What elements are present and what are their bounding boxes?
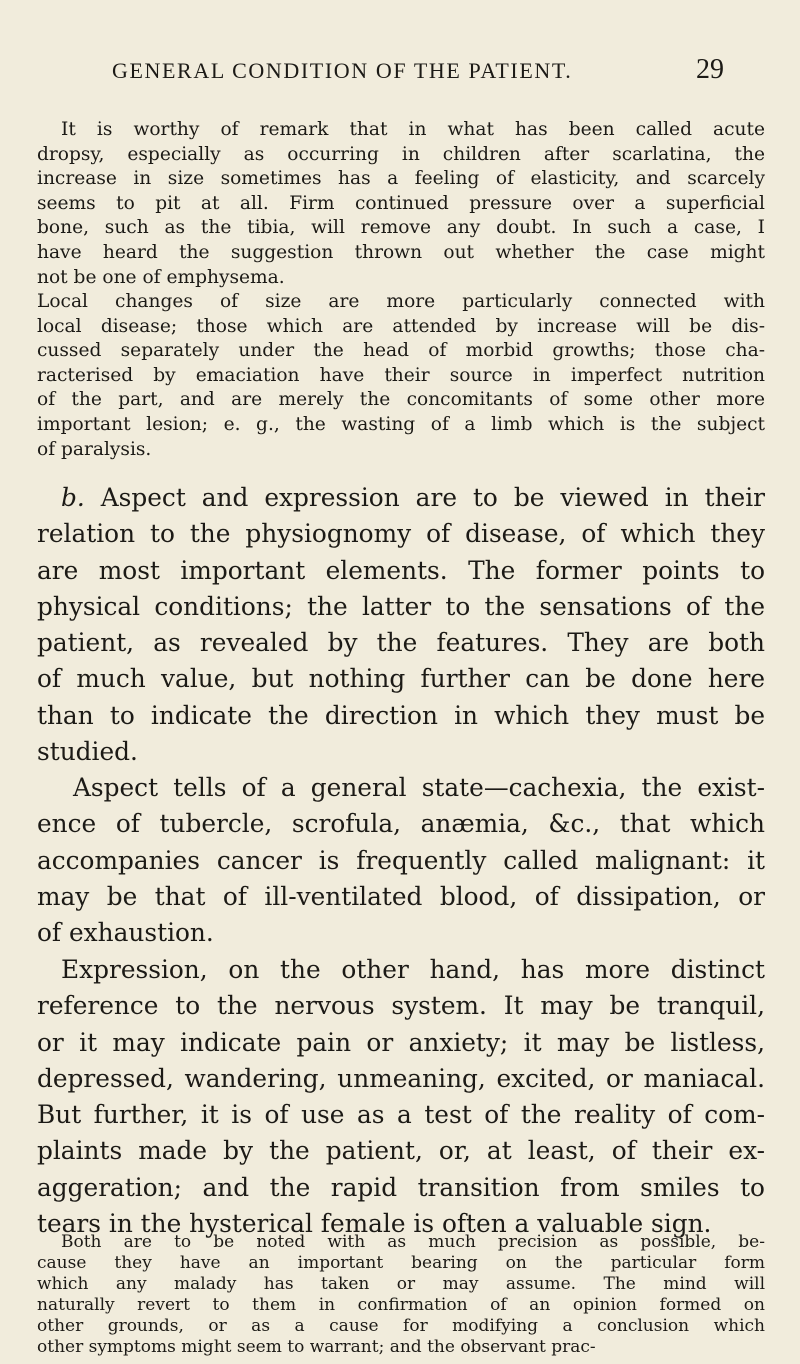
text-line: Local changes of size are more particularly connected with bbox=[37, 291, 765, 312]
text-line: not be one of emphysema. bbox=[37, 266, 285, 288]
text-line: of exhaustion. bbox=[37, 918, 214, 948]
text-line: local disease; those which are attended by increase will be dis- bbox=[37, 315, 765, 337]
text-line-body: Aspect and expression are to be viewed in their bbox=[100, 483, 765, 512]
text-line: ence of tubercle, scrofula, anæmia, &c., that which bbox=[37, 809, 765, 839]
text-line: physical conditions; the latter to the sensations of the bbox=[37, 591, 765, 621]
text-line: than to indicate the direction in which they must be bbox=[37, 700, 765, 730]
text-line: aggeration; and the rapid transition from smiles to bbox=[37, 1172, 765, 1202]
page-number: 29 bbox=[696, 54, 724, 85]
text-line: may be that of ill-ventilated blood, of dissipation, or bbox=[37, 881, 765, 911]
text-line: seems to pit at all. Firm continued pressure over a superficial bbox=[37, 192, 765, 214]
paragraph-expression bbox=[37, 952, 765, 1242]
text-line: patient, as revealed by the features. They are both bbox=[37, 628, 765, 658]
text-line: of paralysis. bbox=[37, 438, 152, 460]
text-line: or it may indicate pain or anxiety; it may be listless, bbox=[37, 1027, 765, 1057]
text-line: tears in the hysterical female is often a valuable sign. bbox=[37, 1209, 712, 1239]
text-line: It is worthy of remark that in what has been called acute bbox=[61, 119, 765, 140]
text-line: racterised by emaciation have their source in imperfect nutrition bbox=[37, 364, 765, 386]
text-line: other symptoms might seem to warrant; and the observant prac- bbox=[37, 1337, 596, 1357]
text-line: bone, such as the tibia, will remove any doubt. In such a case, I bbox=[37, 217, 765, 239]
text-line: cause they have an important bearing on the particular form bbox=[37, 1253, 765, 1273]
text-line: plaints made by the patient, or, at least, of their ex- bbox=[37, 1136, 765, 1166]
text-line: But further, it is of use as a test of the reality of com- bbox=[37, 1100, 765, 1130]
paragraph-aspect-expression bbox=[37, 480, 765, 770]
text-line: other grounds, or as a cause for modifying a conclusion which bbox=[37, 1316, 765, 1336]
running-title: GENERAL CONDITION OF THE PATIENT. bbox=[112, 58, 573, 83]
text-line: Expression, on the other hand, has more distinct bbox=[61, 955, 765, 984]
text-line: which any malady has taken or may assume. The mind will bbox=[37, 1274, 765, 1294]
paragraph-acute-dropsy bbox=[37, 118, 765, 290]
text-line: naturally revert to them in confirmation of an opinion formed on bbox=[37, 1295, 765, 1315]
text-line: cussed separately under the head of morbid growths; those cha- bbox=[37, 340, 765, 362]
text-line: dropsy, especially as occurring in children after scarlatina, the bbox=[37, 143, 765, 165]
text-line: Both are to be noted with as much precision as possible, be- bbox=[61, 1232, 765, 1252]
text-line: studied. bbox=[37, 737, 138, 767]
section-marker: b. bbox=[61, 483, 85, 512]
paragraph-both-noted bbox=[37, 1232, 765, 1358]
text-line bbox=[37, 480, 765, 516]
paragraph-aspect bbox=[37, 770, 765, 951]
text-line: depressed, wandering, unmeaning, excited, or maniacal. bbox=[37, 1063, 765, 1093]
text-line: increase in size sometimes has a feeling of elasticity, and scarcely bbox=[37, 168, 765, 190]
running-head bbox=[112, 54, 724, 88]
text-line: of much value, but nothing further can be done here bbox=[37, 664, 765, 694]
text-line: relation to the physiognomy of disease, of which they bbox=[37, 519, 765, 549]
text-line: accompanies cancer is frequently called malignant: it bbox=[37, 845, 765, 875]
text-line: are most important elements. The former points to bbox=[37, 555, 765, 585]
text-line: have heard the suggestion thrown out whether the case might bbox=[37, 241, 765, 263]
text-line: of the part, and are merely the concomitants of some other more bbox=[37, 389, 765, 411]
text-line: reference to the nervous system. It may be tranquil, bbox=[37, 991, 765, 1021]
text-line: Aspect tells of a general state—cachexia, the exist- bbox=[73, 773, 765, 802]
paragraph-local-changes bbox=[37, 290, 765, 462]
text-line: important lesion; e. g., the wasting of a limb which is the subject bbox=[37, 413, 765, 435]
